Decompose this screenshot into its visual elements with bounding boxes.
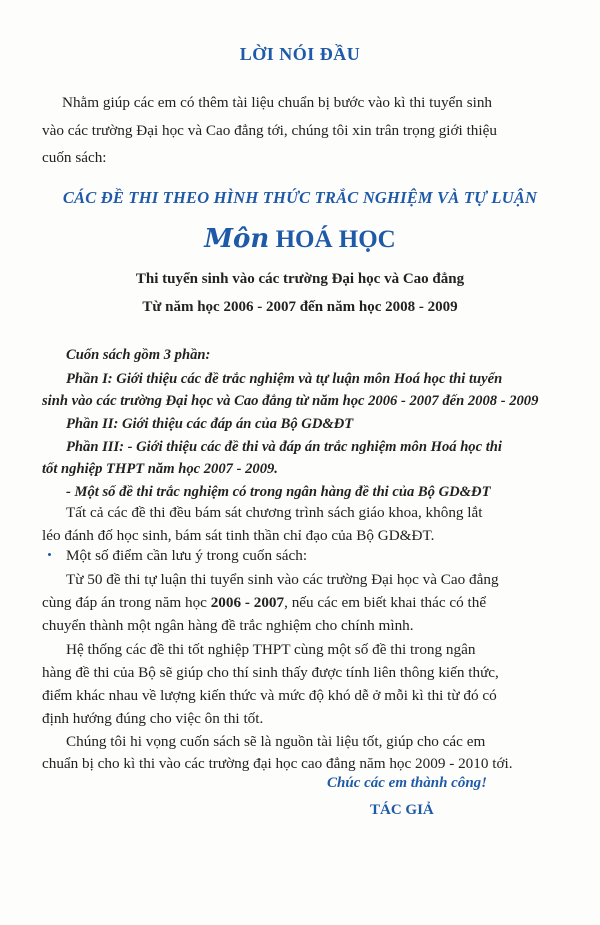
author-signature: TÁC GIẢ <box>370 802 434 818</box>
subject-name: HOÁ HỌC <box>275 226 396 253</box>
body-p1-line-1: Tất cả các đề thi đều bám sát chương trình sách giáo khoa, không lắt <box>66 504 483 521</box>
bullet-mark <box>48 553 51 556</box>
body-p2: Một số điểm cần lưu ý trong cuốn sách: <box>66 547 308 564</box>
body-p3-line-1: Từ 50 đề thi tự luận thi tuyển sinh vào các trường Đại học và Cao đẳng <box>66 571 499 588</box>
contents-line-4: Phần III: - Giới thiệu các đề thi và đáp án trắc nghiệm môn Hoá học thi <box>66 439 502 455</box>
preface-heading: LỜI NÓI ĐẦU <box>239 44 361 64</box>
contents-line-6: - Một số đề thi trắc nghiệm có trong ngân hàng đề thi của Bộ GD&ĐT <box>66 484 491 500</box>
contents-heading: Cuốn sách gồm 3 phần: <box>66 347 211 363</box>
intro-line-2: vào các trường Đại học và Cao đẳng tới, chúng tôi xin trân trọng giới thiệu <box>42 122 497 139</box>
contents-line-2: sinh vào các trường Đại học và Cao đẳng từ năm học 2006 - 2007 đến 2008 - 2009 <box>42 393 539 409</box>
subject-prefix: Môn <box>204 224 270 254</box>
body-p1-line-2: léo đánh đố học sinh, bám sát tinh thần chỉ đạo của Bộ GD&ĐT. <box>42 527 435 544</box>
body-p3-line-2 <box>42 593 486 613</box>
body-p3-line-2-text: cùng đáp án trong năm học <box>42 594 211 611</box>
body-p4-line-3: điểm khác nhau về lượng kiến thức và mức độ khó dễ ở mỗi kì thi từ đó có <box>42 687 497 704</box>
book-title: CÁC ĐỀ THI THEO HÌNH THỨC TRẮC NGHIỆM VÀ TỰ LUẬN <box>62 188 538 207</box>
body-p5-line-1: Chúng tôi hi vọng cuốn sách sẽ là nguồn tài liệu tốt, giúp cho các em <box>66 733 486 750</box>
body-p4-line-2: hàng đề thi của Bộ sẽ giúp cho thí sinh thấy được tính liên thông kiến thức, <box>42 664 499 681</box>
body-p3-line-2-rest: , nếu các em biết khai thác có thể <box>284 594 487 611</box>
body-p5-line-2: chuẩn bị cho kì thi vào các trường đại học cao đẳng năm học 2009 - 2010 tới. <box>42 755 513 772</box>
subtitle-1: Thi tuyển sinh vào các trường Đại học và Cao đẳng <box>135 271 465 287</box>
contents-line-3: Phần II: Giới thiệu các đáp án của Bộ GD&ĐT <box>66 416 354 432</box>
subject-title <box>0 224 600 254</box>
body-p4-line-4: định hướng đúng cho việc ôn thi tốt. <box>42 710 264 727</box>
intro-line-1: Nhằm giúp các em có thêm tài liệu chuẩn bị bước vào kì thi tuyển sinh <box>62 94 493 111</box>
body-p3-year-range: 2006 - 2007 <box>210 594 285 611</box>
contents-line-1: Phần I: Giới thiệu các đề trắc nghiệm và tự luận môn Hoá học thi tuyển <box>66 371 503 387</box>
contents-line-5: tốt nghiệp THPT năm học 2007 - 2009. <box>42 461 278 477</box>
body-p3-line-3: chuyển thành một ngân hàng đề trắc nghiệm cho chính mình. <box>42 617 414 634</box>
closing-wish: Chúc các em thành công! <box>327 775 488 791</box>
subtitle-2: Từ năm học 2006 - 2007 đến năm học 2008 - 2009 <box>142 299 458 315</box>
body-p4-line-1: Hệ thống các đề thi tốt nghiệp THPT cùng một số đề thi trong ngân <box>66 641 476 658</box>
intro-line-3: cuốn sách: <box>42 149 107 166</box>
